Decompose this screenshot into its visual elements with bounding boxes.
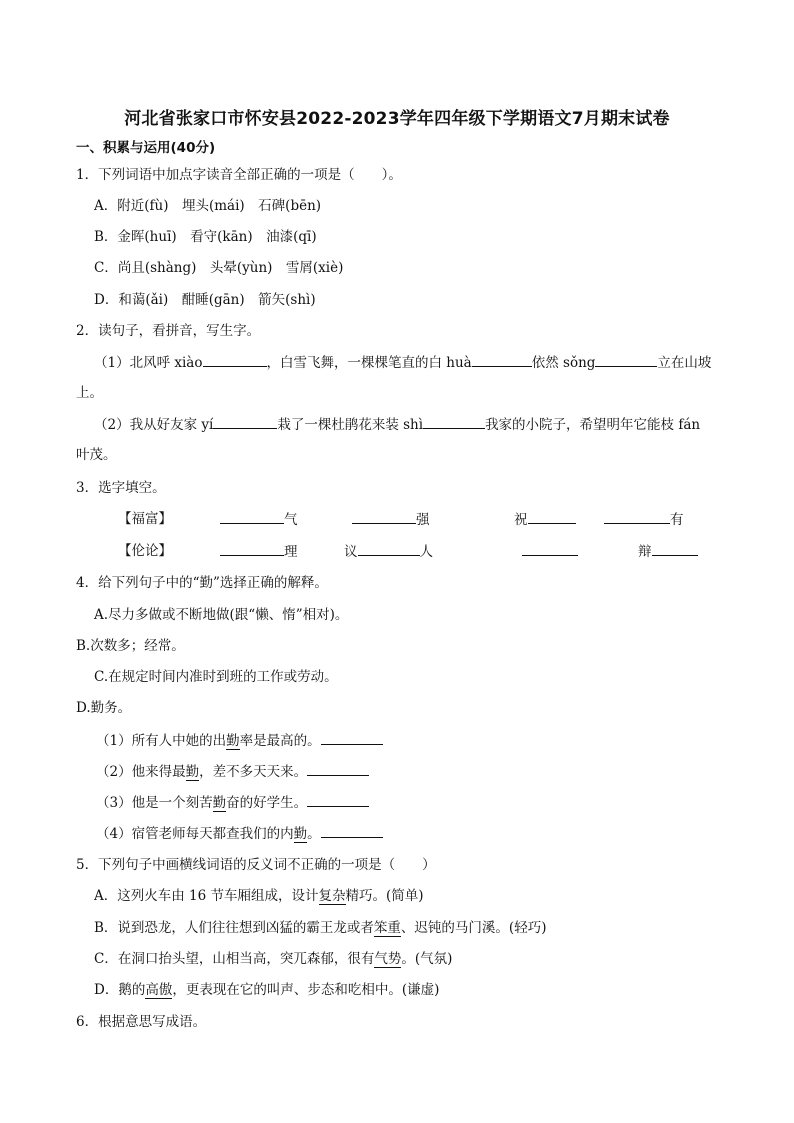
answer-blank[interactable] — [472, 352, 532, 367]
question-4-stem: 4．给下列句子中的“勤”选择正确的解释。 — [76, 575, 328, 591]
cell-char: 议 — [344, 544, 358, 560]
word-pair-label-1: 【福富】 — [118, 511, 172, 527]
option-text: 精巧。(简单) — [345, 888, 424, 904]
option-text: D．鹅的 — [94, 982, 146, 998]
sentence-text: 栽了一棵杜鹃花来装 shì — [277, 417, 424, 433]
question-4-sentence-1 — [96, 730, 383, 751]
question-6-stem: 6．根据意思写成语。 — [76, 1014, 207, 1030]
cell-char: 祝 — [514, 512, 528, 528]
definition-c: C.在规定时间内准时到班的工作或劳动。 — [94, 669, 338, 685]
answer-blank[interactable] — [528, 509, 576, 524]
sentence-text: 。 — [307, 826, 321, 842]
fill-cell — [220, 509, 298, 530]
fill-cell — [514, 509, 576, 530]
option-text: C．在洞口抬头望，山相当高，突兀森郁，很有 — [94, 951, 375, 967]
answer-blank[interactable] — [652, 541, 698, 556]
question-2-stem: 2．读句子，看拼音，写生字。 — [76, 323, 261, 339]
sentence-text: （2）我从好友家 yí — [94, 417, 214, 433]
sentence-text: ，差不多天天来。 — [199, 764, 308, 780]
sentence-text: （2）他来得最 — [96, 764, 186, 780]
question-1-option-a: A．附近(fù) 埋头(mái) 石碑(bēn) — [94, 198, 322, 214]
question-4-sentence-2 — [96, 761, 369, 782]
fill-cell — [604, 509, 684, 530]
option-text: A．这列火车由 16 节车厢组成，设计 — [94, 888, 319, 904]
underlined-word: 笨重 — [373, 920, 401, 936]
sentence-text: 立在山坡 — [657, 355, 712, 371]
underlined-char: 勤 — [226, 733, 240, 749]
answer-blank[interactable] — [423, 414, 485, 429]
answer-blank[interactable] — [321, 823, 383, 838]
question-2-sentence-2 — [94, 414, 700, 435]
word-pair-label-2: 【伦论】 — [118, 543, 172, 559]
fill-cell — [352, 509, 430, 530]
question-5-option-a — [94, 886, 424, 906]
fill-cell — [638, 541, 698, 562]
definition-b: B.次数多；经常。 — [76, 638, 185, 654]
page-title: 河北省张家口市怀安县2022-2023学年四年级下学期语文7月期末试卷 — [124, 109, 670, 129]
answer-blank[interactable] — [358, 541, 420, 556]
answer-blank[interactable] — [604, 509, 670, 524]
answer-blank[interactable] — [595, 352, 657, 367]
sentence-text: 我家的小院子，希望明年它能枝 fán — [485, 417, 701, 433]
question-5-option-d — [94, 980, 439, 1000]
underlined-char: 勤 — [293, 826, 308, 842]
underlined-word: 高傲 — [145, 982, 173, 998]
sentence-text: （1）所有人中她的出 — [96, 733, 227, 749]
sentence-text: 率是最高的。 — [239, 733, 321, 749]
underlined-word: 复杂 — [318, 888, 346, 904]
option-text: 、迟钝的马门溪。(轻巧) — [400, 920, 547, 936]
cell-char: 理 — [284, 544, 298, 560]
underlined-char: 勤 — [185, 764, 200, 780]
fill-cell — [344, 541, 433, 562]
sentence-text: （4）宿管老师每天都查我们的内 — [96, 826, 294, 842]
definition-d: D.勤务。 — [76, 700, 132, 716]
fill-cell — [220, 541, 298, 562]
answer-blank[interactable] — [307, 761, 369, 776]
option-text: ，更表现在它的叫声、步态和吃相中。(谦虚) — [172, 982, 440, 998]
option-text: B．说到恐龙，人们往往想到凶猛的霸王龙或者 — [94, 920, 374, 936]
sentence-text: ，白雪飞舞，一棵棵笔直的白 huà — [266, 355, 472, 371]
question-5-option-c — [94, 949, 452, 969]
answer-blank[interactable] — [522, 541, 578, 556]
question-1-option-b: B．金晖(huī) 看守(kān) 油漆(qī) — [94, 229, 317, 245]
question-4-sentence-3 — [96, 792, 369, 813]
question-5-option-b — [94, 918, 546, 938]
question-1-stem: 1．下列词语中加点字读音全部正确的一项是（ ）。 — [76, 167, 402, 183]
option-text: 。(气氛) — [401, 951, 453, 967]
answer-blank[interactable] — [352, 509, 416, 524]
question-2-sentence-2-cont: 叶茂。 — [76, 447, 117, 463]
answer-blank[interactable] — [213, 414, 277, 429]
cell-char: 人 — [419, 544, 433, 560]
answer-blank[interactable] — [307, 792, 369, 807]
underlined-word: 气势 — [374, 951, 402, 967]
definition-a: A.尽力多做或不断地做(跟“懒、惰”相对)。 — [94, 607, 349, 623]
answer-blank[interactable] — [220, 509, 284, 524]
fill-cell — [522, 541, 578, 562]
question-4-sentence-4 — [96, 823, 383, 844]
cell-char: 辩 — [638, 544, 652, 560]
sentence-text: 奋的好学生。 — [226, 795, 308, 811]
sentence-text: 依然 sǒng — [531, 355, 596, 371]
question-2-sentence-1 — [94, 352, 711, 373]
cell-char: 强 — [416, 512, 430, 528]
underlined-char: 勤 — [212, 795, 227, 811]
question-1-option-d: D．和蔼(ǎi) 酣睡(gān) 箭矢(shì) — [94, 292, 316, 308]
sentence-text: （3）他是一个刻苦 — [96, 795, 213, 811]
question-2-sentence-1-cont: 上。 — [76, 385, 103, 401]
answer-blank[interactable] — [321, 730, 383, 745]
question-3-stem: 3．选字填空。 — [76, 480, 166, 496]
answer-blank[interactable] — [203, 352, 267, 367]
cell-char: 气 — [284, 512, 298, 528]
question-5-stem: 5．下列句子中画横线词语的反义词不正确的一项是（ ） — [76, 857, 436, 873]
cell-char: 有 — [670, 512, 684, 528]
question-1-option-c: C．尚且(shàng) 头晕(yùn) 雪屑(xiè) — [94, 260, 344, 276]
sentence-text: （1）北风呼 xiào — [94, 355, 203, 371]
section-heading: 一、积累与运用(40分) — [76, 140, 216, 156]
answer-blank[interactable] — [220, 541, 284, 556]
